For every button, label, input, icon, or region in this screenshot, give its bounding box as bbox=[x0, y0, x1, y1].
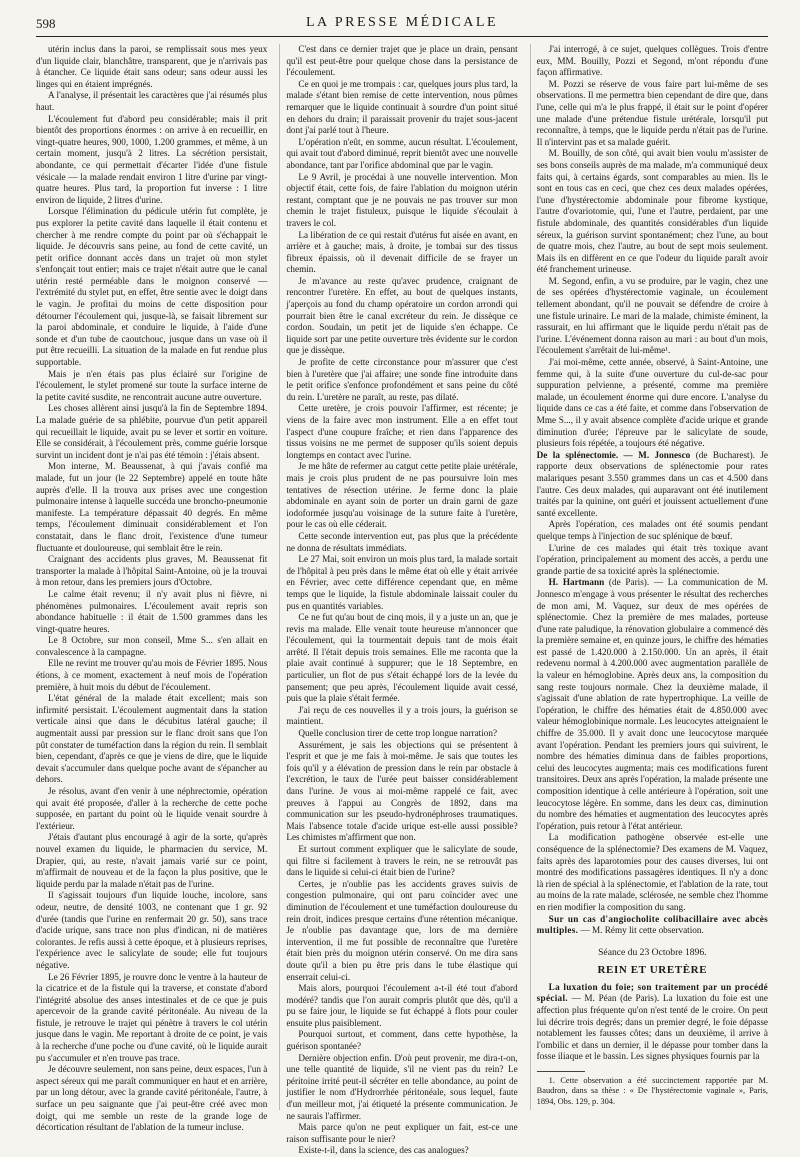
column-2-paragraph: L'opération n'eût, en somme, aucun résultat. L'écoulement, qui avait tout d'abord diminué, reprit bientôt avec une nouvelle abondance, tant par l'orifice abdominal que par le vagin. bbox=[286, 136, 518, 170]
splenectomie-paragraph-2: Après l'opération, ces malades ont été soumis pendant quelque temps à l'injection de suc splénique de bœuf. bbox=[536, 519, 768, 541]
column-2-paragraph: Cette uretère, je crois pouvoir l'affirmer, est récente; je viens de la faire avec mon instrument. Elle a en effet tout l'aspect d'une coupure fraîche; et rien dans l'apparence des tissus voisins ne me permet de supposer qu'ils soient depuis longtemps en contact avec l'urine. bbox=[286, 403, 518, 460]
column-1-paragraph: Elle ne revint me trouver qu'au mois de Février 1895. Nous étions, à ce moment, exactement à neuf mois de l'opération première, à huit mois du début de l'écoulement. bbox=[36, 658, 268, 692]
angiocholite-heading: Sur un cas d'angiocholite colibacillaire avec abcès multiples. bbox=[536, 913, 768, 936]
column-2-paragraph: Quelle conclusion tirer de cette trop longue narration? bbox=[298, 728, 498, 739]
column-3-paragraph: J'ai interrogé, à ce sujet, quelques collègues. Trois d'entre eux, MM. Bouilly, Pozzi et Segond, m'ont répondu d'une façon affirmative. bbox=[536, 44, 768, 78]
column-2-paragraph: Le 9 Avril, je procédai à une nouvelle intervention. Mon objectif était, cette fois, de faire l'ablation du moignon utérin restant, comptant que je ne pouvais ne pas trouver sur mon chemin le trajet fistuleux, puisque le liquide s'écoulait à travers le col. bbox=[286, 171, 518, 228]
column-2-paragraph: Ce ne fut qu'au bout de cinq mois, il y a juste un an, que je revis ma malade. Elle venait toute heureuse m'annoncer que l'écoulement, qui la tourmentait depuis tant de mois était arrêté. Il l'était depuis trois semaines. Elle me raconta que la plaie avait continué à suppurer; que le 18 Septembre, en particulier, un flot de pus s'était échappé lors de la levée du pansement; que peu après, l'écoulement liquide avait cessé, puis que la plaie s'était fermée. bbox=[286, 612, 518, 704]
column-1-paragraph: Je résolus, avant d'en venir à une néphrectomie, opération qui avait été proposée, d'aller à la recherche de cette poche supposée, en partant du point où le liquide venait sourdre à l'extérieur. bbox=[36, 786, 268, 831]
luxation-heading: La luxation du foie; son traitement par un procédé spécial. bbox=[536, 981, 768, 1004]
column-1-paragraph: Il s'agissait toujours d'un liquide louche, incolore, sans odeur, neutre, de densité 1003, ne contenant que 1 gr. 92 d'urée (tandis que l'urine en renfermait 20 gr. 50), sans trace d'acide urique, sans trace non plus d'indican, ni de matières colorantes. Je refis aussi à cette époque, et à plusieurs reprises, l'expérience avec le salicylate de soude; elle fut toujours négative. bbox=[36, 890, 268, 970]
text-columns bbox=[36, 44, 769, 1156]
column-2-paragraph: Cette seconde intervention eut, pas plus que la précédente ne donna de résultats immédiats. bbox=[286, 530, 518, 553]
page-header bbox=[36, 14, 768, 37]
column-2-paragraph: Pourquoi surtout, et comment, dans cette hypothèse, la guérison spontanée? bbox=[286, 1029, 518, 1052]
footnote: 1. Cette observation a été succinctement rapportée par M. Baudron, dans sa thèse : « De l'hystérectomie vaginale », Paris, 1894, Obs. 129, p. 304. bbox=[536, 1075, 768, 1106]
column-1-paragraph: J'étais d'autant plus encouragé à agir de la sorte, qu'après nouvel examen du liquide, le pharmacien du service, M. Drapier, qui, au reste, n'avait jamais varié sur ce point, m'affirmait de nouveau et de la façon la plus positive, que le liquide perdu par la malade n'était pas de l'urine. bbox=[36, 832, 268, 889]
splenectomie-paragraph-3: L'urine de ces malades qui était très toxique avant l'opération, principalement au moment des accès, a perdu une grande partie de sa toxicité après la splénectomie. bbox=[536, 542, 768, 576]
column-1-paragraph: Lorsque l'élimination du pédicule utérin fut complète, je pus explorer la petite cavité dans laquelle il était contenu et chercher à me rendre compte du point par où s'échappait le liquide. Je découvris sans peine, au fond de cette cavité, un petit orifice donnant accès dans un trajet où mon stylet s'enfonçait tout entier; mais ce trajet n'était autre que le canal utérin resté perméable dans le moignon conservé — l'extrémité du stylet put, en effet, être sentie avec le doigt dans le vagin. Je profitai du moins de cette disposition pour détourner l'écoulement qui, jusque-là, se faisait librement sur la paroi abdominale, et conduire le liquide, à l'aide d'une sonde et d'un tube de caoutchouc, jusque dans un vase où il put être recueilli. La situation de la malade en fut rendue plus supportable. bbox=[36, 206, 268, 368]
angiocholite-paragraph bbox=[537, 914, 768, 937]
splenectomie-affiliation: (de Bucharest). bbox=[690, 449, 755, 460]
hartmann-paragraph-2: La modification pathogène observée est-elle une conséquence de la splénectomie? Des examens de M. Vaquez, faits après des laparotomies pour des causes diverses, lui ont montré des modifications passagères identiques. Il n'y a donc là rien de spécial à la splénectomie, et l'ablation de la rate, tout au moins de la rate malade, sclérosée, ne semble chez l'homme en rien modifier la composition du sang. bbox=[536, 832, 768, 912]
column-1-paragraph: Les choses allèrent ainsi jusqu'à la fin de Septembre 1894. La malade guérie de sa phlébite, pourvue d'un petit appareil qui recueillait le liquide, avait pu se lever et sortir en voiture. Elle se considérait, à l'écoulement près, comme guérie lorsque survint un incident dont je n'ai pas été témoin : j'étais absent. bbox=[36, 403, 268, 460]
column-2-paragraph: J'ai reçu de ces nouvelles il y a trois jours, la guérison se maintient. bbox=[286, 704, 518, 727]
journal-title: LA PRESSE MÉDICALE bbox=[305, 15, 498, 30]
footnote-divider bbox=[537, 1071, 585, 1072]
column-2-paragraph: Et surtout comment expliquer que le salicylate de soude, qui filtre si facilement à travers le rein, ne se retrouvât pas dans le liquide si celui-ci était bien de l'urine? bbox=[286, 843, 518, 878]
hartmann-paragraph bbox=[537, 577, 768, 832]
column-2-paragraph: Je profite de cette circonstance pour m'assurer que c'est bien à l'uretère que j'ai affaire; une sonde fine introduite dans le petit orifice s'enfonce profondément et sans peine du côté du rein. L'uretère ne paraît, au reste, pas dilaté. bbox=[286, 357, 518, 402]
column-2-paragraph: Certes, je n'oublie pas les accidents graves suivis de congestion pulmonaire, qui ont paru coïncider avec une diminution de l'écoulement et une tuméfaction douloureuse du rein droit, indices presque certains d'une rétention mécanique. Je n'oublie pas davantage que, lors de ma dernière intervention, il me fut possible de reconnaître que l'uretère était bien près du moignon utérin conservé. On me dira sans doute qu'il a bien pu être pris dans le tube élastique qui enserrait celui-ci. bbox=[286, 878, 518, 982]
column-2-paragraph: C'est dans ce dernier trajet que je place un drain, pensant qu'il est peut-être pour quelque chose dans la persistance de l'écoulement. bbox=[286, 44, 518, 78]
section-title: REIN ET URETÈRE bbox=[597, 963, 708, 976]
column-1-paragraph: A l'analyse, il présentait les caractères que j'ai résumés plus haut. bbox=[36, 90, 268, 112]
column-3-paragraphs bbox=[537, 44, 768, 450]
column-1-paragraph: Le calme était revenu; il n'y avait plus ni fièvre, ni phénomènes pulmonaires. L'écoulement avait repris son abondance habituelle : il était de 1.500 grammes dans les vingt-quatre heures. bbox=[36, 588, 268, 634]
column-2-paragraph: Je me hâte de refermer au catgut cette petite plaie urétérale, mais je crois plus prudent de ne pas poursuivre loin mes tentatives de résection utérine. Je ferme donc la plaie abdominale en ayant soin de porter un drain garni de gaze iodoformée jusqu'au voisinage de la suture faite à l'uretère, pour le cas où elle céderait. bbox=[286, 461, 518, 530]
luxation-paragraph bbox=[537, 982, 768, 1063]
luxation-text: — M. Péan (de Paris). La luxation du foie est une affection plus fréquente qu'on n'est tenté de le croire. On peut lui décrire trois degrés; dans un premier degré, le foie dépasse notablement les fausses côtes; dans un deuxième, il arrive à l'ombilic et dans un dernier, il le dépasse pour tomber dans la fosse iliaque et le bassin. Les signes physiques fournis par la bbox=[536, 993, 768, 1062]
column-2-paragraph: Mais alors, pourquoi l'écoulement a-t-il été tout d'abord modéré? tandis que l'on aurait compris plutôt que dès, qu'il a pu se faire jour, le liquide se fut échappé à flots pour couler ensuite plus paisiblement. bbox=[286, 983, 518, 1028]
session-date: Séance du 23 Octobre 1896. bbox=[598, 946, 707, 958]
column-1-paragraph: L'état général de la malade était excellent; mais son infirmité persistait. L'écoulement augmentait dans la station verticale ainsi que dans le décubitus latéral gauche; il augmentait aussi par pression sur le flanc droit sans que l'on pût constater de tuméfaction dans la région du rein. Il semblait bien, cependant, d'après ce que je viens de dire, que le liquide devait s'accumuler dans quelque poche avant de s'épancher au dehors. bbox=[36, 693, 268, 785]
column-1-paragraph: Je découvre seulement, non sans peine, deux espaces, l'un à aspect séreux qui me paraît communiquer en haut et en arrière, par un long détour, avec la grande cavité péritonéale, l'autre, à surface un peu saignante que j'ai peut-être créé avec mon doigt, qui me semble un reste de la grande loge de décortication résultant de l'ablation de la tumeur incluse. bbox=[36, 1064, 268, 1133]
column-1-paragraph: Le 26 Février 1895, je rouvre donc le ventre à la hauteur de la cicatrice et de la fistule qui la traverse, et constate d'abord l'intégrité absolue des anses intestinales et de ce que je puis apercevoir de la grande cavité péritonéale. Au niveau de la fistule, je retrouve le trajet qui pénètre à travers le col utérin jusque dans le vagin. Me reportant à droite de ce point, je vais à la recherche d'une poche ou d'une cavité, où le liquide aurait pu s'accumuler et n'en trouve pas trace. bbox=[36, 971, 268, 1063]
angiocholite-text: — M. Rémy lit cette observation. bbox=[578, 925, 704, 936]
column-3-paragraph: M. Bouilly, de son côté, qui avait bien voulu m'assister de ses bons conseils auprès de ma malade, m'a communiqué deux faits qui, à certains égards, sont comparables au mien. Ils le sont en tous cas en ceci, que chez ces deux malades opérées, l'une d'hystérectomie abdominale pour fibrome kystique, l'autre d'ovariotomie, qui, l'une et l'autre, perdaient, par une fistule abdominale, des quantités considérables d'un liquide séreux, la guérison survint spontanément; chez l'une, au bout de quatre mois, chez l'autre, au bout de sept mois seulement. Mais ils en diffèrent en ce que l'odeur du liquide paraît avoir été franchement urineuse. bbox=[536, 148, 768, 275]
column-2-paragraph: Existe-t-il, dans la science, des cas analogues? bbox=[298, 1145, 469, 1156]
column-2-paragraph: Je m'avance au reste qu'avec prudence, craignant de rencontrer l'uretère. En effet, au bout de quelques instants, j'aperçois au fond du champ opératoire un cordon arrondi qui pourrait bien être le canal excréteur du rein. Je dissèque ce cordon. Soudain, un petit jet de liquide s'en échappe. Ce liquide sort par une petite ouverture très évidente sur le cordon que je dissèque. bbox=[286, 275, 518, 356]
column-3-paragraph: M. Pozzi se réserve de vous faire part lui-même de ses observations. Il me permettra bien cependant de dire que, dans l'une, celle qui m'a le plus frappé, il était sur le point d'opérer une malade d'une prétendue fistule urétérale, lorsqu'il put reconnaître, à temps, que le liquide perdu n'était pas de l'urine. Il n'intervint pas et sa malade guérit. bbox=[536, 78, 768, 147]
splenectomie-heading: De la splénectomie. — M. Jonnesco bbox=[536, 449, 691, 460]
column-2 bbox=[279, 44, 518, 1156]
column-3-paragraph: M. Segond, enfin, a vu se produire, par le vagin, chez une de ses opérées d'hystérectomie vaginale, un écoulement tellement abondant, qu'il ne pouvait se défendre de croire à une fistule urinaire. Le mari de la malade, chimiste éminent, la rassurait, en lui affirmant que le liquide perdu n'était pas de l'urine. L'événement donna raison au mari : au bout d'un mois, l'écoulement s'arrêtait de lui-même¹. bbox=[536, 275, 768, 356]
splenectomie-paragraph bbox=[537, 450, 768, 520]
column-2-paragraph: Dernière objection enfin. D'où peut provenir, me dira-t-on, une telle quantité de liquide, s'il ne vient pas du rein? Le péritoine irrité peut-il sécréter en telle abondance, au point de justifier le nom d'Hydrorrhée péritonéale, sous lequel, faute d'un meilleur mot, j'ai étiqueté la présente communication. Je ne saurais l'affirmer. bbox=[286, 1052, 518, 1121]
column-3 bbox=[530, 44, 768, 1110]
column-2-paragraph: Ce en quoi je me trompais : car, quelques jours plus tard, la malade s'étant bien remise de cette intervention, nous pûmes remarquer que le liquide continuait à sourdre d'un point situé en dehors du drain; il paraissait provenir du trajet sous-jacent dont j'ai parlé tout à l'heure. bbox=[286, 78, 518, 136]
column-3-paragraph: J'ai moi-même, cette année, observé, à Saint-Antoine, une femme qui, à la suite d'une ouverture du cul-de-sac pour suppuration pelvienne, a présenté, comme ma première malade, un écoulement énorme qui dure encore. L'analyse du liquide dans ce cas a été faite, et comme dans l'observation de Mme S..., il y avait absence complète d'acide urique et grande diminution d'urée; l'épreuve par le salicylate de soude, plusieurs fois répétée, a toujours été négative. bbox=[536, 357, 768, 449]
column-1 bbox=[36, 44, 268, 1133]
column-2-paragraph: Le 27 Mai, soit environ un mois plus tard, la malade sortait de l'hôpital à peu près dans le même état où elle y était arrivée en Février, avec cette différence cependant que, en même temps que le liquide, la fistule abdominale laissait couler du pus en quantités variables. bbox=[286, 554, 518, 611]
page-number: 598 bbox=[36, 16, 56, 31]
column-2-paragraph: Mais parce qu'on ne peut expliquer un fait, est-ce une raison suffisante pour le nier? bbox=[286, 1122, 518, 1144]
column-1-paragraph: utérin inclus dans la paroi, se remplissait sous mes yeux d'un liquide clair, blanchâtre, transparent, que je n'arrivais pas à étancher. Ce liquide était sans odeur; sans odeur aussi les linges qui en étaient imprégnés. bbox=[36, 44, 268, 89]
column-1-paragraph: Craignant des accidents plus graves, M. Beaussenat fit transporter la malade à l'hôpital Saint-Antoine, où je la trouvai à mon retour, dans les premiers jours d'Octobre. bbox=[36, 554, 268, 588]
hartmann-text: (de Paris). — La communication de M. Jonnesco m'engage à vous présenter le résultat des recherches de mon ami, M. Vaquez, sur deux de mes opérées de splénectomie. Chez la première de mes malades, porteuse d'une rate paludique, la rénovation globulaire a commencé dès la première semaine et, en quinze jours, le chiffre des hématies est passé de 1.420.000 à 2.150.000. Un an après, il était redevenu normal à 4.200.000 avec augmentation parallèle de la valeur en hémoglobine. Après deux ans, la composition du sang reste toujours normale. Chez la deuxième malade, il s'agissait d'une ablation de rate hypertrophique. La veille de l'opération, le chiffre des hématies était de 4.850.000 avec valeur hémoglobinique normale. Les leucocytes atteignaient le chiffre de 35.000. Il y avait donc une leucocytose marquée avant l'opération. Pendant les premiers jours qui suivirent, le nombre des hématies diminua dans de faibles proportions, celui des leucocytes augmenta; mais ces modifications furent transitoires. Deux ans après l'opération, la malade présente une composition identique à celle antérieure à l'opération, soit une leucocytose légère. En somme, dans les deux cas, diminution du nombre des hématies et augmentation des leucocytes après l'opération, puis retour à l'état antérieur. bbox=[536, 577, 768, 831]
column-1-paragraph: Mais je n'en étais pas plus éclairé sur l'origine de l'écoulement, le stylet promené sur toute la surface interne de la petite cavité susdite, ne rencontrait aucune autre ouverture. bbox=[36, 368, 268, 402]
column-1-paragraph: Le 8 Octobre, sur mon conseil, Mme S... s'en allait en convalescence à la campagne. bbox=[36, 635, 268, 657]
splenectomie-text: Je rapporte deux observations de splénectomie pour rates malariques pesant 3.550 grammes dans un cas et 4.500 dans l'autre. Ces deux malades, qui auparavant ont été inutilement traités par la quinine, ont guéri et jouissent actuellement d'une santé excellente. bbox=[536, 449, 769, 518]
column-1-paragraph: Mon interne, M. Beaussenat, à qui j'avais confié ma malade, fut un jour (le 22 Septembre) appelé en toute hâte auprès d'elle. Il la trouva aux prises avec une congestion pulmonaire intense à laquelle succéda une broncho-pneumonie manifeste. La température dépassait 40 degrés. En même temps, l'écoulement diminuait considérablement et l'on constatait, dans le flanc droit, l'existence d'une tumeur fluctuante et douloureuse, qui semblait être le rein. bbox=[36, 461, 268, 553]
column-2-paragraph: Assurément, je sais les objections qui se présentent à l'esprit et que je me fais à moi-même. Je sais que toutes les fois qu'il y a élévation de pression dans le rein par obstacle à l'excrétion, le taux de l'urée peut baisser considérablement dans l'urine. Je vous ai moi-même rappelé ce fait, avec preuves à l'appui au Congrès de 1892, dans ma communication sur les pseudo-hydronéphroses traumatiques. Mais l'absence totale d'acide urique est-elle aussi possible? Les chimistes m'affirment que non. bbox=[286, 739, 518, 843]
column-1-paragraph: L'écoulement fut d'abord peu considérable; mais il prit bientôt des proportions énormes : on arrive à en recueillir, en vingt-quatre heures, 900, 1000, 1.200 grammes, et même, à un certain moment, jusqu'à 2 litres. La sécrétion persistait, abondante, ce qui permettait d'écarter l'idée d'une fistule vésicale — la malade rendait environ 1 litre d'urine par vingt-quatre heures. Plus tard, la proportion fut inverse : 1 litre environ de liquide, 2 litres d'urine. bbox=[36, 113, 268, 205]
column-2-paragraph: La libération de ce qui restait d'utérus fut aisée en avant, en arrière et à gauche; mais, à droite, je tombai sur des tissus fibreux épaissis, où il devenait difficile de se frayer un chemin. bbox=[286, 229, 518, 275]
hartmann-heading: H. Hartmann bbox=[548, 577, 605, 588]
